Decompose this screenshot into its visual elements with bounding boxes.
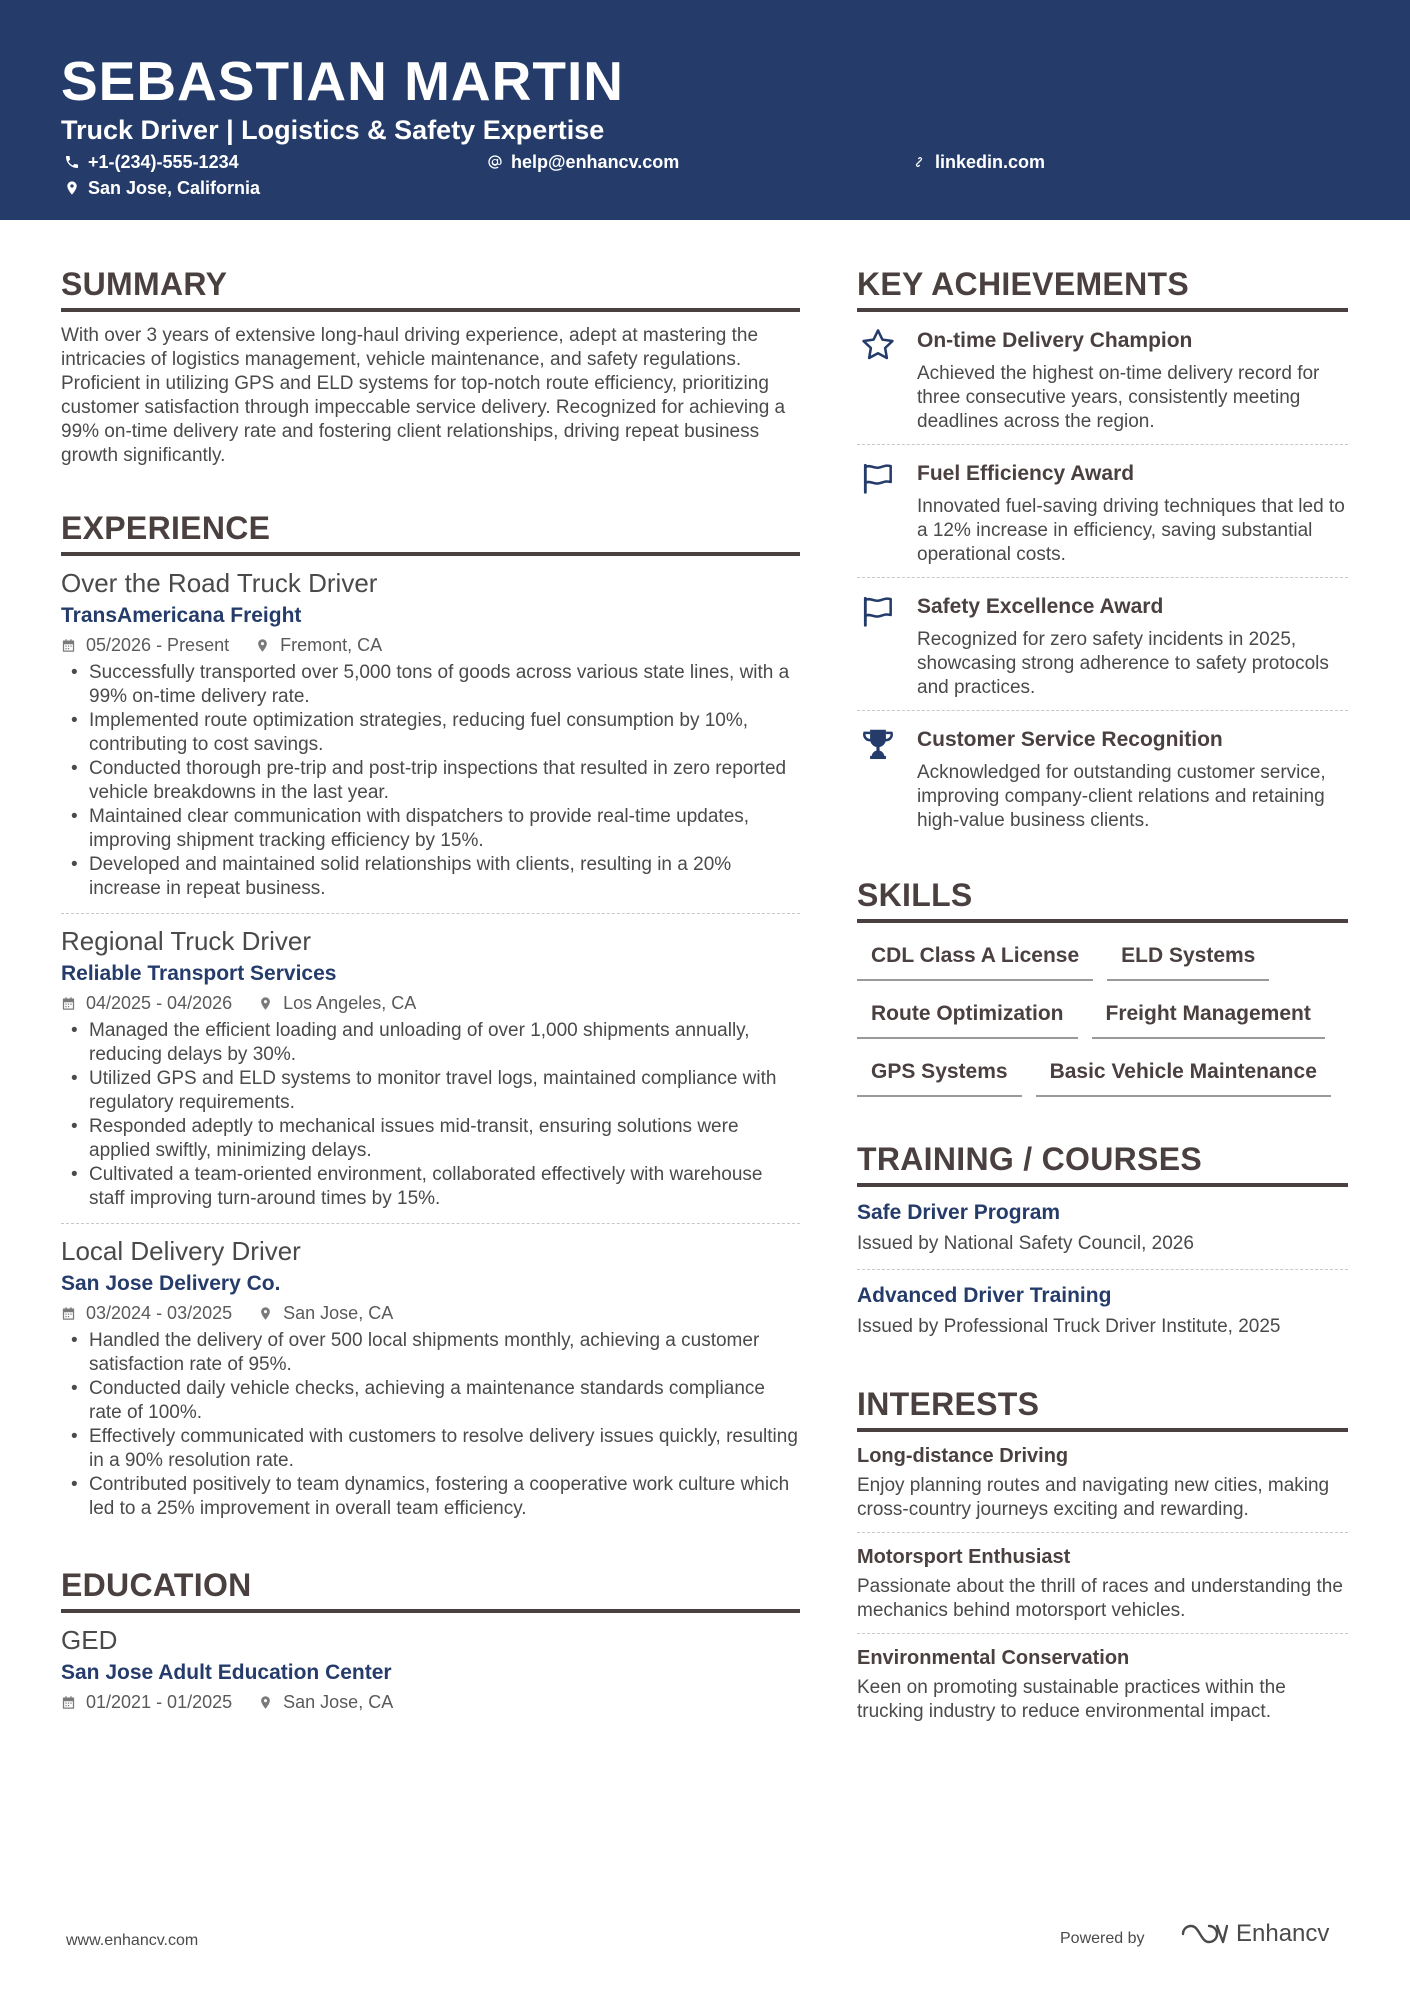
job-bullet: • Developed and maintained solid relationships with clients, resulting in a 20% increase in repeat business. — [61, 853, 800, 901]
interest-title: Motorsport Enthusiast — [857, 1546, 1071, 1568]
job-meta — [61, 632, 800, 658]
star-icon — [859, 326, 897, 364]
course-item — [857, 1270, 1348, 1352]
course-issuer: Issued by National Safety Council, 2026 — [857, 1233, 1194, 1254]
education-item — [61, 1613, 800, 1727]
job-location-text: Los Angeles, CA — [283, 993, 417, 1013]
skill-tag: Route Optimization — [857, 995, 1078, 1039]
job-bullet: • Cultivated a team-oriented environment, collaborated effectively with warehouse staff improving turn-around times by 15%. — [61, 1163, 800, 1211]
resume-header — [0, 0, 1410, 220]
course-title: Safe Driver Program — [857, 1201, 1061, 1224]
job-location-text: Fremont, CA — [280, 635, 383, 655]
job-location — [255, 632, 382, 658]
achievement-title: Safety Excellence Award — [917, 595, 1164, 618]
degree: GED — [61, 1625, 118, 1655]
contact-location — [64, 176, 260, 200]
interests-heading: INTERESTS — [857, 1382, 1348, 1432]
enhancv-logo-icon — [1180, 1921, 1228, 1947]
left-column — [61, 262, 800, 1727]
trophy-icon — [859, 725, 897, 763]
achievements-section — [857, 262, 1348, 843]
skill-tag: CDL Class A License — [857, 937, 1093, 981]
candidate-name: SEBASTIAN MARTIN — [61, 50, 624, 112]
job-bullet: • Maintained clear communication with dispatchers to provide real-time updates, improving shipment tracking efficiency by 15%. — [61, 805, 800, 853]
education-dates: 01/2021 - 01/2025 — [86, 1692, 233, 1712]
achievement-desc: Recognized for zero safety incidents in 2025, showcasing strong adherence to safety protocols and practices. — [917, 629, 1329, 698]
location-pin-icon — [258, 1306, 273, 1321]
skill-tag: GPS Systems — [857, 1053, 1022, 1097]
email-text: help@enhancv.com — [511, 152, 680, 172]
job-meta — [61, 990, 800, 1016]
candidate-headline: Truck Driver | Logistics & Safety Expertise — [61, 115, 605, 145]
phone-text: +1-(234)-555-1234 — [88, 152, 239, 172]
education-section — [61, 1563, 800, 1727]
job-title: Regional Truck Driver — [61, 926, 311, 956]
achievement-desc: Innovated fuel-saving driving techniques that led to a 12% increase in efficiency, saving substantial operational costs. — [917, 496, 1345, 565]
skill-tag: ELD Systems — [1107, 937, 1269, 981]
footer-brand-text: Enhancv — [1236, 1920, 1330, 1947]
contact-linkedin[interactable] — [911, 150, 1045, 174]
achievement-title: Customer Service Recognition — [917, 728, 1223, 751]
skills-list — [857, 937, 1348, 1111]
experience-heading: EXPERIENCE — [61, 506, 800, 556]
skills-section — [857, 873, 1348, 1111]
achievement-item — [857, 578, 1348, 711]
linkedin-text: linkedin.com — [935, 152, 1046, 172]
interest-desc: Keen on promoting sustainable practices within the trucking industry to reduce environmental impact. — [857, 1677, 1286, 1722]
right-column — [857, 262, 1348, 1734]
job-bullet: • Utilized GPS and ELD systems to monitor travel logs, maintained compliance with regulatory requirements. — [61, 1067, 800, 1115]
achievement-item — [857, 312, 1348, 445]
location-pin-icon — [64, 180, 80, 196]
link-icon — [911, 154, 927, 170]
company-name: San Jose Delivery Co. — [61, 1272, 281, 1295]
location-pin-icon — [258, 996, 273, 1011]
experience-item — [61, 914, 800, 1224]
footer-url[interactable]: www.enhancv.com — [66, 1932, 199, 1949]
job-title: Local Delivery Driver — [61, 1236, 301, 1266]
contact-email[interactable] — [487, 150, 679, 174]
job-title: Over the Road Truck Driver — [61, 568, 378, 598]
school-name: San Jose Adult Education Center — [61, 1661, 392, 1684]
company-name: Reliable Transport Services — [61, 962, 337, 985]
at-icon — [487, 154, 503, 170]
calendar-icon — [61, 1695, 76, 1710]
skills-heading: SKILLS — [857, 873, 1348, 923]
job-bullet: • Conducted thorough pre-trip and post-trip inspections that resulted in zero reported vehicle breakdowns in the last year. — [61, 757, 800, 805]
job-bullets — [61, 661, 800, 901]
calendar-icon — [61, 996, 76, 1011]
achievements-heading: KEY ACHIEVEMENTS — [857, 262, 1348, 312]
contact-phone[interactable] — [64, 150, 239, 174]
calendar-icon — [61, 638, 76, 653]
summary-heading: SUMMARY — [61, 262, 800, 312]
summary-section — [61, 262, 800, 468]
experience-item — [61, 1224, 800, 1533]
experience-item — [61, 556, 800, 914]
experience-section — [61, 506, 800, 1533]
achievement-desc: Acknowledged for outstanding customer service, improving company-client relations and retaining high-value business clients. — [917, 762, 1326, 831]
job-dates: 03/2024 - 03/2025 — [86, 1303, 233, 1323]
job-dates: 04/2025 - 04/2026 — [86, 993, 233, 1013]
education-location-text: San Jose, CA — [283, 1692, 394, 1712]
job-dates: 05/2026 - Present — [86, 635, 230, 655]
job-location-text: San Jose, CA — [283, 1303, 394, 1323]
interest-item — [857, 1533, 1348, 1634]
job-bullet: • Implemented route optimization strategies, reducing fuel consumption by 10%, contributing to cost savings. — [61, 709, 800, 757]
location-pin-icon — [255, 638, 270, 653]
training-heading: TRAINING / COURSES — [857, 1137, 1348, 1187]
job-bullets — [61, 1019, 800, 1211]
location-pin-icon — [258, 1695, 273, 1710]
job-bullet: • Managed the efficient loading and unloading of over 1,000 shipments annually, reducing delays by 30%. — [61, 1019, 800, 1067]
education-heading: EDUCATION — [61, 1563, 800, 1613]
summary-text: With over 3 years of extensive long-haul driving experience, adept at mastering the intricacies of logistics management, vehicle maintenance, and safety regulations. Proficient in utilizing GPS and ELD systems for top-notch route efficiency, prioritizing customer satisfaction through impeccable service delivery. Recognized for achieving a 99% on-time delivery rate and fostering client relationships, driving repeat business growth significantly. — [61, 325, 786, 466]
job-bullet: • Handled the delivery of over 500 local shipments monthly, achieving a customer satisfaction rate of 95%. — [61, 1329, 800, 1377]
job-meta — [61, 1300, 800, 1326]
footer-brand[interactable] — [1180, 1920, 1329, 1948]
job-bullet: • Contributed positively to team dynamics, fostering a cooperative work culture which led to a 25% improvement in overall team efficiency. — [61, 1473, 800, 1521]
skill-tag: Freight Management — [1092, 995, 1325, 1039]
interest-desc: Enjoy planning routes and navigating new cities, making cross-country journeys exciting and rewarding. — [857, 1475, 1330, 1520]
achievement-desc: Achieved the highest on-time delivery record for three consecutive years, consistently meeting deadlines across the region. — [917, 363, 1320, 432]
course-item — [857, 1187, 1348, 1270]
education-location — [258, 1689, 393, 1715]
job-bullets — [61, 1329, 800, 1521]
job-bullet: • Successfully transported over 5,000 tons of goods across various state lines, with a 99% on-time delivery rate. — [61, 661, 800, 709]
job-bullet: • Effectively communicated with customers to resolve delivery issues quickly, resulting in a 90% resolution rate. — [61, 1425, 800, 1473]
flag-icon — [859, 459, 897, 497]
calendar-icon — [61, 1306, 76, 1321]
interest-item — [857, 1634, 1348, 1734]
job-bullet: • Responded adeptly to mechanical issues mid-transit, ensuring solutions were applied swiftly, minimizing delays. — [61, 1115, 800, 1163]
course-title: Advanced Driver Training — [857, 1284, 1112, 1307]
job-bullet: • Conducted daily vehicle checks, achieving a maintenance standards compliance rate of 100%. — [61, 1377, 800, 1425]
interest-title: Environmental Conservation — [857, 1647, 1130, 1669]
achievement-title: Fuel Efficiency Award — [917, 462, 1135, 485]
skill-tag: Basic Vehicle Maintenance — [1036, 1053, 1331, 1097]
achievement-item — [857, 445, 1348, 578]
interest-desc: Passionate about the thrill of races and understanding the mechanics behind motorsport vehicles. — [857, 1576, 1343, 1621]
education-meta — [61, 1689, 800, 1715]
interests-section — [857, 1382, 1348, 1734]
company-name: TransAmericana Freight — [61, 604, 302, 627]
training-section — [857, 1137, 1348, 1352]
footer-powered-by: Powered by — [1060, 1930, 1145, 1947]
job-location — [258, 990, 416, 1016]
phone-icon — [64, 154, 80, 170]
achievement-title: On-time Delivery Champion — [917, 329, 1193, 352]
flag-icon — [859, 592, 897, 630]
achievement-item — [857, 711, 1348, 843]
location-text: San Jose, California — [88, 178, 261, 198]
job-location — [258, 1300, 393, 1326]
course-issuer: Issued by Professional Truck Driver Institute, 2025 — [857, 1316, 1281, 1337]
interest-item — [857, 1432, 1348, 1533]
interest-title: Long-distance Driving — [857, 1445, 1069, 1467]
